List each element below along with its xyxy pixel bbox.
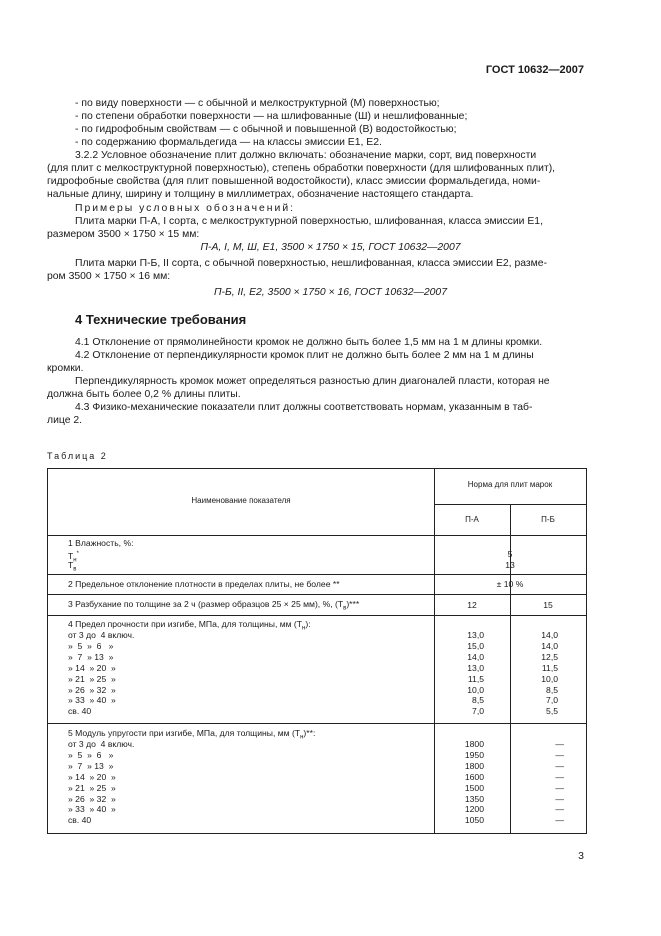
- table-cell: 11,5: [467, 673, 484, 684]
- table-cell: 13,0: [467, 630, 484, 640]
- table-cell: 1350: [464, 793, 484, 804]
- table-header-col-b: П-Б: [541, 515, 555, 524]
- table-cell: —: [555, 760, 564, 771]
- table-divider: [48, 615, 586, 616]
- table-cell: 13: [505, 560, 515, 570]
- table-cell: —: [555, 771, 564, 782]
- paragraph-line: ром 3500 × 1750 × 16 мм:: [47, 271, 171, 282]
- list-item: - по содержанию формальдегида — на классы эмиссии Е1, Е2.: [75, 137, 382, 148]
- paragraph-line: 4.1 Отклонение от прямолинейности кромок не должно быть более 1,5 мм на 1 м длины кромки.: [75, 337, 543, 348]
- table-cell: —: [555, 793, 564, 804]
- table-subrow-label: от 3 до 4 включ.: [68, 739, 135, 749]
- table-row-title: 2 Предельное отклонение плотности в пределах плиты, не более **: [68, 579, 340, 589]
- table-subrow-label: » 14 » 20 »: [68, 771, 116, 782]
- document-header: ГОСТ 10632—2007: [485, 64, 584, 76]
- table-cell: 5: [507, 549, 513, 559]
- table-cell: 14,0: [541, 630, 558, 640]
- paragraph-line: Плита марки П-Б, II сорта, с обычной поверхностью, нешлифованная, класса эмиссии Е2, разме-: [75, 258, 548, 269]
- table-subrow-label: » 7 » 13 »: [68, 760, 114, 771]
- table-row-title: 3 Разбухание по толщине за 2 ч (размер образцов 25 × 25 мм), %, $(T_в)***$: [68, 599, 360, 612]
- table-subrow-label: » 33 » 40 »: [68, 804, 116, 815]
- table-caption: Таблица 2: [47, 451, 108, 461]
- paragraph-line: лице 2.: [47, 415, 83, 426]
- paragraph-line: 3.2.2 Условное обозначение плит должно включать: обозначение марки, сорт, вид поверхности: [75, 150, 537, 161]
- paragraph-line: нальные длину, ширину и толщину в миллиметрах, обозначение настоящего стандарта.: [47, 189, 474, 200]
- table-subrow-label: св. 40: [68, 706, 92, 717]
- table-cell: 12,5: [541, 651, 558, 662]
- table-cell: —: [555, 749, 564, 760]
- designation-example: П-Б, II, Е2, 3500 × 1750 × 16, ГОСТ 10632—2007: [214, 287, 447, 298]
- table-cell: 1800: [464, 760, 484, 771]
- section-title: 4 Технические требования: [75, 312, 247, 327]
- table-subrow-label: » 26 » 32 »: [68, 793, 116, 804]
- table-divider: [48, 594, 586, 595]
- table-divider: [434, 504, 586, 505]
- table-subrow-label: св. 40: [68, 815, 92, 826]
- table-cell: 8,5: [546, 684, 558, 695]
- table-cell: 14,0: [467, 651, 484, 662]
- table-cell: 1800: [464, 739, 484, 749]
- table-cell: 5,5: [546, 706, 558, 717]
- paragraph-line: (для плит с мелкоструктурной поверхностью), степень обработки поверхности (для шлифованных плит),: [47, 163, 556, 174]
- table-divider: [48, 574, 586, 575]
- table-subrow-label: » 5 » 6 »: [68, 640, 114, 651]
- table-cell: 14,0: [541, 640, 558, 651]
- table-row-label: $T_н^*$: [68, 550, 79, 564]
- table-header-norm: Норма для плит марок: [467, 480, 553, 489]
- table-cell: 11,5: [541, 662, 558, 673]
- table-cell: —: [555, 804, 564, 815]
- table-header-name: Наименование показателя: [191, 496, 291, 505]
- table-cell: 15: [543, 600, 553, 610]
- list-item: - по гидрофобным свойствам — с обычной и повышенной (В) водостойкостью;: [75, 124, 457, 135]
- table-cell: 10,0: [541, 673, 558, 684]
- table-divider: [48, 468, 586, 469]
- paragraph-line: гидрофобные свойства (для плит повышенной водостойкости), класс эмиссии формальдегида, номи-: [47, 176, 541, 187]
- table-cell: 13,0: [467, 662, 484, 673]
- paragraph-line: Перпендикулярность кромок может определяться разностью длин диагоналей пласти, которая не: [75, 376, 550, 387]
- table-cell: ± 10 %: [496, 579, 524, 589]
- table-header-col-a: П-А: [465, 515, 479, 524]
- table-cell: 7,0: [546, 695, 558, 706]
- designation-example: П-А, I, М, Ш, Е1, 3500 × 1750 × 15, ГОСТ 10632—2007: [200, 242, 461, 253]
- list-item: - по степени обработки поверхности — на шлифованные (Ш) и нешлифованные;: [75, 111, 468, 122]
- paragraph-line: кромки.: [47, 363, 84, 374]
- table-cell: —: [555, 782, 564, 793]
- table-cell: 10,0: [467, 684, 484, 695]
- table-subrow-label: » 26 » 32 »: [68, 684, 116, 695]
- paragraph-line: 4.2 Отклонение от перпендикулярности кромок плит не должно быть более 2 мм на 1 м длины: [75, 350, 534, 361]
- table-cell: 8,5: [472, 695, 484, 706]
- paragraph-line: 4.3 Физико-механические показатели плит должны соответствовать нормам, указанным в таб-: [75, 402, 533, 413]
- table-subrow-label: » 33 » 40 »: [68, 695, 116, 706]
- table-subrow-label: » 5 » 6 »: [68, 749, 114, 760]
- table-cell: 1050: [464, 815, 484, 826]
- table-subrow-label: » 21 » 25 »: [68, 782, 116, 793]
- paragraph-line: размером 3500 × 1750 × 15 мм:: [47, 229, 200, 240]
- table-cell: —: [555, 815, 564, 826]
- table-cell: 1500: [464, 782, 484, 793]
- table-row-title: 5 Модуль упругости при изгибе, МПа, для толщины, мм $(T_н)**$:: [68, 728, 316, 741]
- data-table: [47, 468, 587, 834]
- table-row-title: 4 Предел прочности при изгибе, МПа, для толщины, мм $(T_н)$:: [68, 619, 311, 632]
- table-subrow-label: от 3 до 4 включ.: [68, 630, 135, 640]
- table-subrow-label: » 14 » 20 »: [68, 662, 116, 673]
- table-subrow-label: » 21 » 25 »: [68, 673, 116, 684]
- table-subrow-label: » 7 » 13 »: [68, 651, 114, 662]
- table-cell: 1600: [464, 771, 484, 782]
- table-cell: 12: [467, 600, 477, 610]
- table-row-title: 1 Влажность, %:: [68, 538, 134, 548]
- table-divider: [48, 535, 586, 536]
- table-cell: 7,0: [472, 706, 484, 717]
- table-divider: [48, 723, 586, 724]
- page-number: 3: [578, 850, 584, 862]
- paragraph-line: Плита марки П-А, I сорта, с мелкоструктурной поверхностью, шлифованная, класса эмиссии Е1,: [75, 216, 543, 227]
- table-row-label: $T_в$: [68, 560, 77, 573]
- table-cell: 1200: [464, 804, 484, 815]
- table-cell: 1950: [464, 749, 484, 760]
- table-cell: —: [555, 739, 564, 749]
- examples-heading: Примеры условных обозначений:: [75, 203, 296, 214]
- list-item: - по виду поверхности — с обычной и мелкоструктурной (М) поверхностью;: [75, 98, 440, 109]
- paragraph-line: должна быть более 0,2 % длины плиты.: [47, 389, 241, 400]
- table-cell: 15,0: [467, 640, 484, 651]
